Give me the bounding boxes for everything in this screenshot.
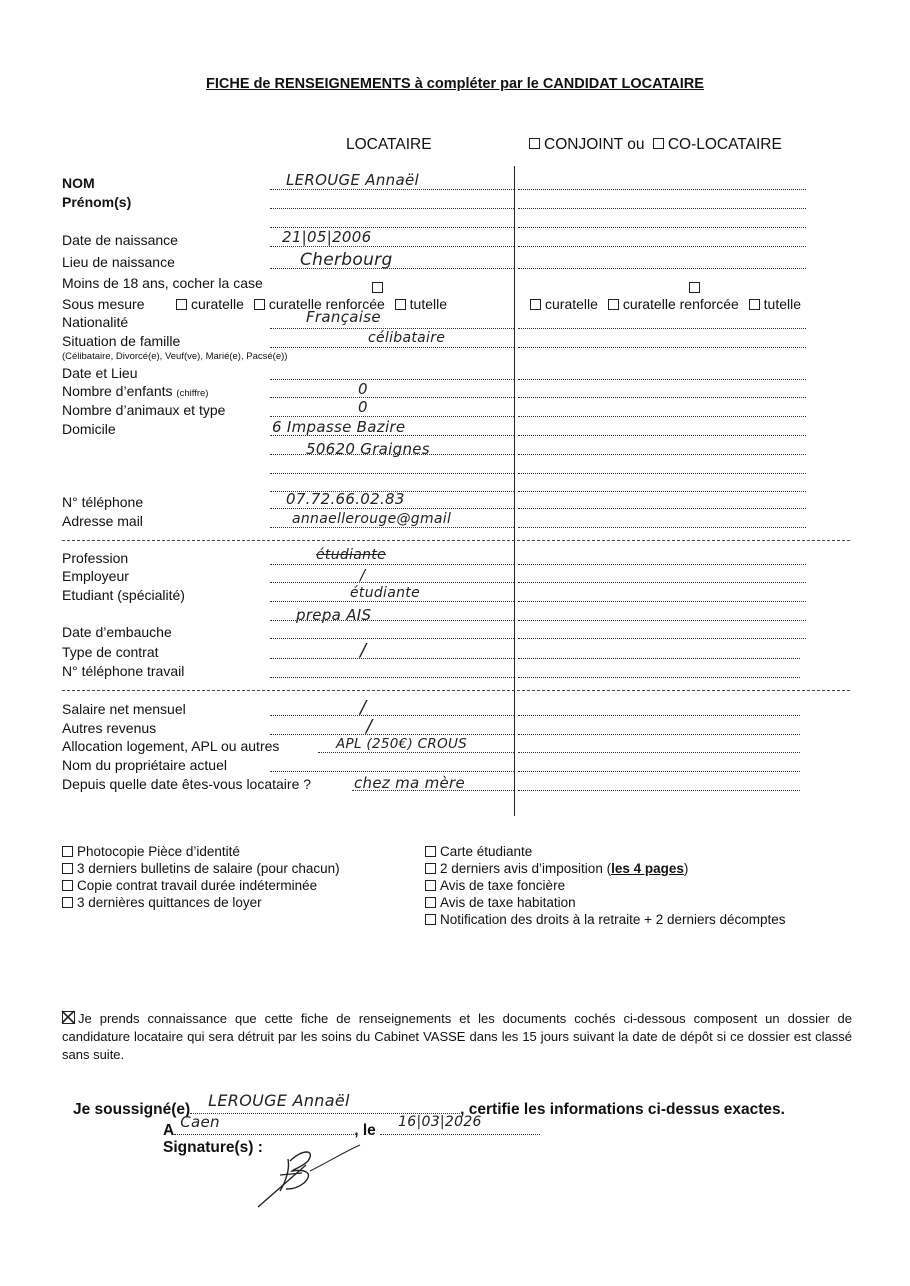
line-domicile-3 <box>270 473 514 474</box>
label-tel-travail: N° téléphone travail <box>62 663 185 679</box>
label-profession: Profession <box>62 550 129 566</box>
conjoint-line-situation <box>518 347 806 348</box>
line-telephone <box>270 508 514 509</box>
section-divider-2 <box>62 690 850 691</box>
conjoint-line-depuis <box>518 790 800 791</box>
curatelle-renforcee-checkbox[interactable] <box>254 299 265 310</box>
conjoint-curatelle-checkbox[interactable] <box>530 299 541 310</box>
doc-item <box>62 877 340 894</box>
conjoint-line-prenom-2 <box>518 227 806 228</box>
line-contrat <box>270 658 514 659</box>
label-nom: NOM <box>62 175 95 191</box>
label-moins-18: Moins de 18 ans, cocher la case <box>62 275 263 291</box>
conjoint-line-profession <box>518 564 806 565</box>
column-locataire: LOCATAIRE <box>346 136 432 153</box>
doc-label: Copie contrat travail durée indéterminée <box>77 878 318 893</box>
documents-left <box>62 843 340 911</box>
doc-label: 3 derniers bulletins de salaire (pour chacun) <box>77 861 340 876</box>
conjoint-line-date-lieu <box>518 379 806 380</box>
le-value: 16|03|2026 <box>398 1114 482 1130</box>
line-autres-revenus <box>270 734 514 735</box>
conjoint-line-contrat <box>518 658 800 659</box>
doc-checkbox[interactable] <box>425 914 436 925</box>
doc-label: 2 derniers avis d’imposition ( <box>440 861 612 876</box>
value-mail[interactable]: annaellerouge@gmail <box>292 511 452 527</box>
curatelle-renforcee-label: curatelle renforcée <box>268 296 385 312</box>
label-situation-note: (Célibataire, Divorcé(e), Veuf(ve), Marié(e), Pacsé(e)) <box>62 351 288 362</box>
doc-label: Photocopie Pièce d’identité <box>77 844 240 859</box>
value-employeur[interactable]: / <box>360 566 366 584</box>
conjoint-tutelle-label: tutelle <box>763 296 802 312</box>
value-domicile-1[interactable]: 6 Impasse Bazire <box>272 418 406 436</box>
conjoint-tutelle-checkbox[interactable] <box>749 299 760 310</box>
value-depuis[interactable]: chez ma mère <box>354 774 466 792</box>
doc-checkbox[interactable] <box>425 897 436 908</box>
colocataire-label: CO-LOCATAIRE <box>667 136 782 153</box>
label-etudiant: Etudiant (spécialité) <box>62 587 185 603</box>
conjoint-line-etudiant-2 <box>518 620 806 621</box>
conjoint-line-employeur <box>518 582 806 583</box>
doc-label: Avis de taxe habitation <box>440 895 576 910</box>
doc-item <box>62 843 340 860</box>
value-contrat[interactable]: / <box>360 640 367 661</box>
conjoint-line-nationalite <box>518 328 806 329</box>
doc-checkbox[interactable] <box>62 863 73 874</box>
label-sous-mesure <box>62 296 144 312</box>
conjoint-line-prenom <box>518 208 806 209</box>
label-lieu-naissance: Lieu de naissance <box>62 254 175 270</box>
line-date-naissance <box>270 246 514 247</box>
line-employeur <box>270 582 514 583</box>
line-animaux <box>270 416 514 417</box>
value-situation[interactable]: célibataire <box>368 330 446 346</box>
line-enfants <box>270 397 514 398</box>
conjoint-line-date-naissance <box>518 246 806 247</box>
conjoint-curatelle-label: curatelle <box>545 296 598 312</box>
label-allocation: Allocation logement, APL ou autres <box>62 738 280 754</box>
conjoint-line-salaire <box>518 715 800 716</box>
signature-label: Signature(s) : <box>163 1139 263 1156</box>
doc-label-emphasis: les 4 pages <box>611 861 684 876</box>
curatelle-checkbox[interactable] <box>176 299 187 310</box>
line-date-lieu <box>270 379 514 380</box>
label-salaire: Salaire net mensuel <box>62 701 186 717</box>
label-nationalite: Nationalité <box>62 314 129 330</box>
doc-checkbox[interactable] <box>425 863 436 874</box>
conjoint-line-animaux <box>518 416 806 417</box>
sous-mesure-text: Sous mesure <box>62 296 145 312</box>
doc-label: Avis de taxe foncière <box>440 878 566 893</box>
value-nom[interactable]: LEROUGE Annaël <box>286 171 419 189</box>
value-autres-revenus[interactable]: / <box>366 716 373 737</box>
value-allocation[interactable]: APL (250€) CROUS <box>336 736 468 752</box>
doc-item <box>425 877 786 894</box>
doc-label: Notification des droits à la retraite + 2 derniers décomptes <box>440 912 786 927</box>
cert-name-field[interactable] <box>190 1091 460 1114</box>
label-embauche: Date d’embauche <box>62 624 172 640</box>
label-situation: Situation de famille <box>62 333 181 349</box>
conjoint-line-enfants <box>518 397 806 398</box>
label-enfants <box>62 383 208 402</box>
conjoint-line-lieu-naissance <box>518 268 806 269</box>
label-telephone: N° téléphone <box>62 494 144 510</box>
enfants-text: Nombre d’enfants <box>62 383 173 399</box>
conjoint-line-nom <box>518 189 806 190</box>
sous-mesure-options-conjoint <box>530 296 801 312</box>
value-animaux[interactable]: 0 <box>358 398 368 416</box>
column-conjoint <box>529 136 782 154</box>
signature-image <box>250 1135 370 1215</box>
value-etudiant-1[interactable]: étudiante <box>350 585 421 601</box>
tutelle-checkbox[interactable] <box>395 299 406 310</box>
value-profession[interactable]: étudiante <box>316 547 387 563</box>
conjoint-line-domicile-2 <box>518 454 806 455</box>
label-prenom: Prénom(s) <box>62 194 132 210</box>
conjoint-label: CONJOINT ou <box>544 136 645 153</box>
conjoint-line-tel-travail <box>518 677 800 678</box>
value-enfants[interactable]: 0 <box>358 380 368 398</box>
value-etudiant-2[interactable]: prepa AIS <box>296 606 372 624</box>
conjoint-line-proprietaire <box>518 771 800 772</box>
doc-item <box>62 860 340 877</box>
value-date-naissance[interactable]: 21|05|2006 <box>282 228 372 246</box>
conjoint-line-domicile-4 <box>518 491 806 492</box>
cert-name-value: LEROUGE Annaël <box>208 1091 350 1110</box>
line-salaire <box>270 715 514 716</box>
line-prenom <box>270 208 514 209</box>
le-label: , le <box>354 1122 376 1139</box>
conjoint-line-allocation <box>518 752 800 753</box>
doc-checkbox[interactable] <box>62 897 73 908</box>
doc-checkbox[interactable] <box>62 880 73 891</box>
documents-right <box>425 843 786 928</box>
section-divider-1 <box>62 540 850 541</box>
doc-item <box>425 911 786 928</box>
curatelle-label: curatelle <box>191 296 244 312</box>
label-employeur: Employeur <box>62 568 129 584</box>
line-embauche <box>270 638 514 639</box>
doc-item <box>425 843 786 860</box>
value-domicile-2[interactable]: 50620 Graignes <box>306 440 430 458</box>
doc-checkbox[interactable] <box>425 880 436 891</box>
conjoint-line-mail <box>518 527 806 528</box>
label-date-lieu: Date et Lieu <box>62 365 138 381</box>
column-divider <box>514 166 515 816</box>
conjoint-line-domicile-1 <box>518 435 806 436</box>
label-mail: Adresse mail <box>62 513 143 529</box>
doc-checkbox[interactable] <box>62 846 73 857</box>
form-title: FICHE de RENSEIGNEMENTS à compléter par le CANDIDAT LOCATAIRE <box>206 76 704 92</box>
conjoint-moins-18-checkbox[interactable] <box>689 282 700 293</box>
doc-label: Carte étudiante <box>440 844 533 859</box>
colocataire-checkbox[interactable] <box>653 138 664 149</box>
value-salaire[interactable]: / <box>360 697 367 718</box>
doc-label-suffix: ) <box>683 861 689 876</box>
label-contrat: Type de contrat <box>62 644 159 660</box>
declaration-text: Je prends connaissance que cette fiche de renseignements et les documents cochés ci-dessous composent un dossier de candidature locataire qui sera détruit par les soins du Cabinet VASSE dans les 15 jours suivant la date de dépôt si ce dossier est classé sans suite. <box>62 1011 852 1062</box>
cert-suffix: , certifie les informations ci-dessus exactes. <box>460 1101 785 1118</box>
a-label: A <box>163 1122 175 1139</box>
line-etudiant <box>270 601 514 602</box>
line-proprietaire <box>270 771 514 772</box>
tutelle-label: tutelle <box>409 296 448 312</box>
label-domicile: Domicile <box>62 421 116 437</box>
line-profession <box>270 564 514 565</box>
conjoint-line-etudiant <box>518 601 806 602</box>
value-nationalite[interactable]: Française <box>306 308 381 326</box>
line-allocation <box>318 752 514 753</box>
label-proprietaire: Nom du propriétaire actuel <box>62 757 227 773</box>
a-value: Caen <box>180 1113 220 1131</box>
label-animaux: Nombre d’animaux et type <box>62 402 226 418</box>
line-situation <box>270 347 514 348</box>
a-field[interactable] <box>174 1113 354 1135</box>
conjoint-line-telephone <box>518 508 806 509</box>
conjoint-line-autres-revenus <box>518 734 800 735</box>
conjoint-curatelle-renforcee-checkbox[interactable] <box>608 299 619 310</box>
label-date-naissance: Date de naissance <box>62 232 178 248</box>
enfants-note: (chiffre) <box>176 388 209 399</box>
label-autres-revenus: Autres revenus <box>62 720 157 736</box>
conjoint-line-domicile-3 <box>518 473 806 474</box>
line-nom <box>270 189 514 190</box>
le-field[interactable] <box>380 1114 540 1135</box>
doc-item <box>425 894 786 911</box>
cert-prefix: Je soussigné(e) <box>73 1101 191 1118</box>
value-lieu-naissance[interactable]: Cherbourg <box>300 250 393 270</box>
label-depuis: Depuis quelle date êtes-vous locataire ? <box>62 776 312 792</box>
doc-item <box>425 860 786 877</box>
conjoint-checkbox[interactable] <box>529 138 540 149</box>
doc-item <box>62 894 340 911</box>
moins-18-checkbox[interactable] <box>372 282 383 293</box>
conjoint-line-embauche <box>518 638 806 639</box>
value-telephone[interactable]: 07.72.66.02.83 <box>286 490 405 508</box>
line-mail <box>270 527 514 528</box>
line-nationalite <box>270 328 514 329</box>
doc-label: 3 dernières quittances de loyer <box>77 895 262 910</box>
doc-checkbox[interactable] <box>425 846 436 857</box>
conjoint-curatelle-renforcee-label: curatelle renforcée <box>622 296 739 312</box>
line-tel-travail <box>270 677 514 678</box>
